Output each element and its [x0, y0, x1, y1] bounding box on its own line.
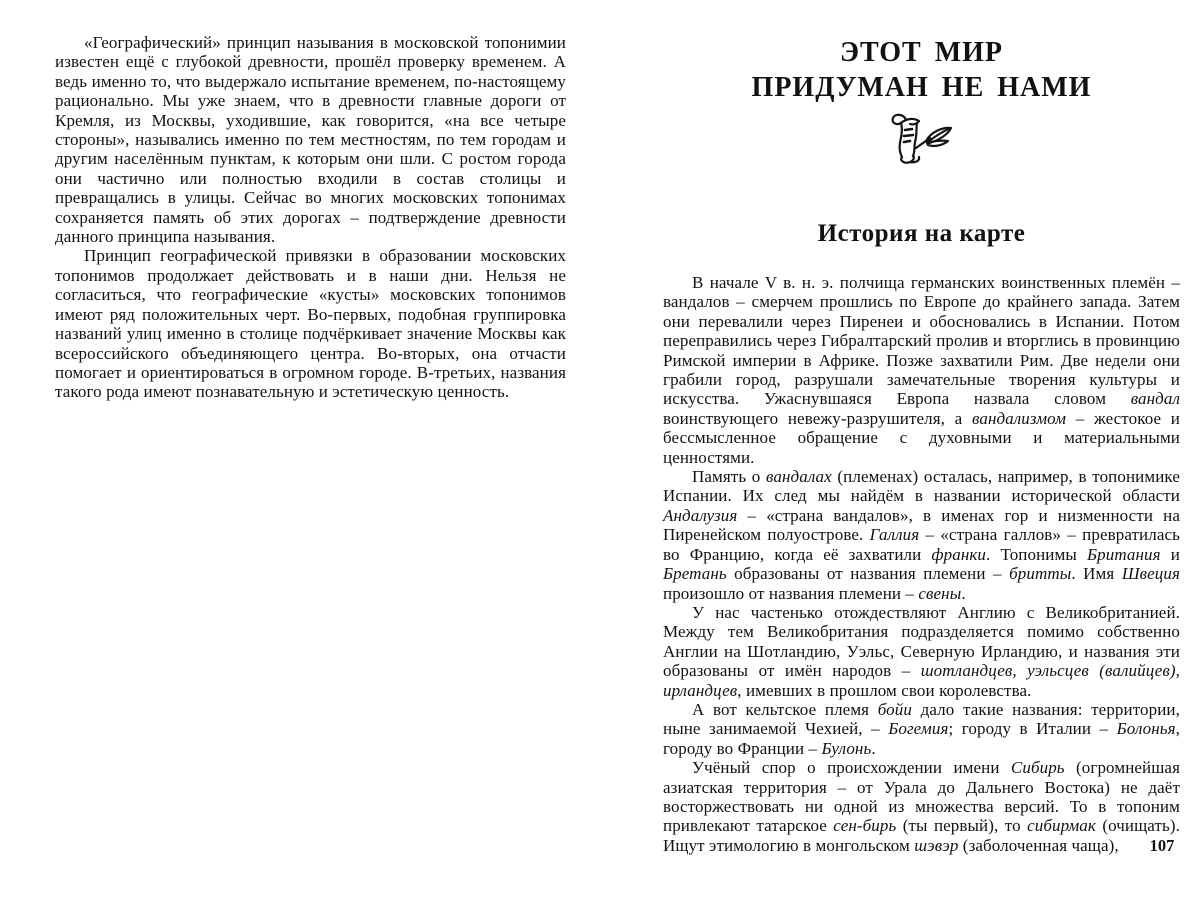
page-number: 107	[1149, 836, 1175, 855]
chapter-title	[663, 35, 1180, 105]
paragraph: Учёный спор о происхождении имени Сибирь (огромнейшая азиатская территория – от Урала до Дальнего Востока) не даёт восторжествовать ни одной из множества версий. То в топоним привлекают татарское сен-бирь (ты первый), то сибирмак (очищать). Ищут этимологию в монгольском шэвэр (заболоченная чаща),	[663, 758, 1180, 855]
chapter-title-line1: ЭТОТ МИР	[839, 37, 1004, 68]
paragraph: Принцип географической привязки в образовании московских топонимов продолжает действовать и в наши дни. Нельзя не согласиться, что географические «кусты» московских топонимов имеют ряд положительных черт. Во-первых, подобная группировка названий улиц именно в столице подчёркивает значение Москвы как всероссийского объединяющего центра. Во-вторых, она отчасти помогает и ориентироваться в огромном городе. В-третьих, названия такого рода имеют познавательную и эстетическую ценность.	[55, 246, 566, 402]
right-page-text	[663, 273, 1180, 855]
chapter-title-line2: ПРИДУМАН НЕ НАМИ	[751, 72, 1092, 103]
left-page	[55, 33, 566, 402]
paragraph: У нас частенько отождествляют Англию с Великобританией. Между тем Великобритания подразделяется помимо собственно Англии на Шотландию, Уэльс, Северную Ирландию, и названия эти образованы от имён народов – шотландцев, уэльсцев (валийцев), ирландцев, имевших в прошлом свои королевства.	[663, 602, 1180, 700]
paragraph: Память о вандалах (племенах) осталась, например, в топонимике Испании. Их след мы найдём в названии исторической области Андалузия – «страна вандалов», в именах гор и низменности на Пиренейском полуострове. Галлия – «страна галлов» – превратилась во Францию, когда её захватили франки. Топонимы Британия и Бретань образованы от названия племени – бритты. Имя Швеция произошло от названия племени – свены.	[663, 467, 1180, 603]
section-heading: История на карте	[817, 220, 1026, 247]
scroll-and-quill-icon	[663, 110, 1180, 166]
paragraph: В начале V в. н. э. полчища германских воинственных племён – вандалов – смерчем прошлись по Европе до крайнего запада. Затем они перевалили через Пиренеи и обосновались в Испании. Потом переправились через Гибралтарский пролив и вторглись в провинцию Римской империи в Африке. Позже захватили Рим. Две недели они грабили город, разрушали замечательные творения культуры и искусства. Ужаснувшаяся Европа назвала словом вандал воинствующего невежу-разрушителя, а вандализмом – жестокое и бессмысленное обращение с духовными и материальными ценностями.	[663, 273, 1180, 467]
right-page	[663, 30, 1180, 855]
left-page-text	[55, 33, 566, 402]
paragraph: А вот кельтское племя бойи дало такие названия: территории, ныне занимаемой Чехией, – Богемия; городу в Италии – Болонья, городу во Франции – Булонь.	[663, 699, 1180, 758]
paragraph: «Географический» принцип называния в московской топонимии известен ещё с глубокой древности, прошёл проверку временем. А ведь именно то, что выдержало испытание временем, по-настоящему рационально. Мы уже знаем, что в древности главные дороги от Кремля, из Москвы, уходившие, как говорится, «на все четыре стороны», назывались именно по тем местностям, по тем городам и другим населённым пунктам, к которым они шли. С ростом города они частично или полностью входили в состав столицы и превращались в улицы. Сейчас во многих московских топонимах сохраняется память об этих дорогах – подтверждение древности данного принципа называния.	[55, 33, 566, 247]
